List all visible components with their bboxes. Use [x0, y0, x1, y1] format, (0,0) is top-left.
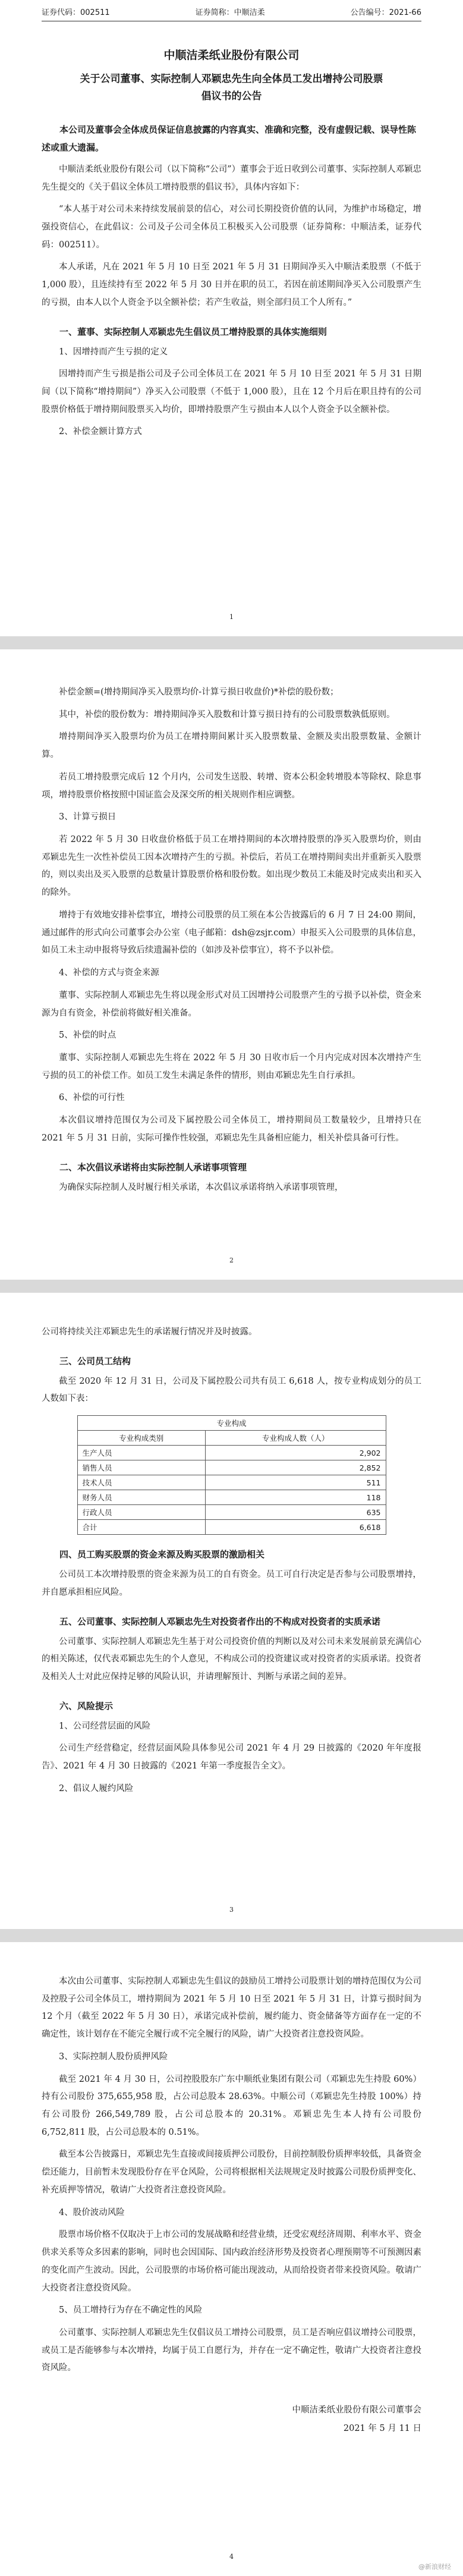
subheading-1-3: 3、计算亏损日 — [59, 812, 116, 822]
paragraph-1-6: 本次倡议增持范围仅为公司及下属控股公司全体员工，增持期间员工数量较少，且增持只在 2021 年 5 月 31 日前，实际可操作性较强，邓颖忠先生具备相应能力，相关补偿具备可行性。 — [42, 1116, 421, 1143]
column-header-category: 专业构成类别 — [77, 1431, 206, 1446]
risk-paragraph-5: 公司董事、实际控制人邓颖忠先生仅倡议员工增持公司股票，员工是否响应倡议增持公司股票，或员工是否能够参与本次增持，均属于员工自愿行为，并存在一定不确定性，敬请广大投资者注意投资风险。 — [42, 2327, 421, 2373]
watermark: @新浪财经 — [418, 2563, 451, 2571]
section-heading-4: 四、员工购买股票的资金来源及购买股票的激励相关 — [59, 1549, 265, 1560]
company-title: 中顺洁柔纸业股份有限公司 — [163, 49, 300, 62]
staff-structure-table — [77, 1415, 386, 1535]
quote-paragraph-2: 本人承诺，凡在 2021 年 5 月 10 日至 2021 年 5 月 31 日期间净买入中顺洁柔股票（不低于 1,000 股），且连续持有至 2022 年 5 月 30 日并在职的员工，若因在前述期间净买入公司股票产生的亏损，由本人以个人资金予以全额补偿；若产生收益，则全部归员工个人所有。” — [42, 262, 421, 307]
risk-subheading-2: 2、倡议人履约风险 — [59, 1783, 134, 1793]
table-caption: 专业构成 — [77, 1416, 386, 1431]
risk-paragraph-3b: 截至本公告披露日，邓颖忠先生直接或间接质押公司股份，目前控制股份质押率较低，具备资金偿还能力，目前暂未发现股份存在平仓风险，公司将根据相关法规规定及时披露公司股份质押变化、补充质押等情况，敬请广大投资者注意投资风险。 — [42, 2150, 421, 2195]
document-page-4 — [0, 1942, 463, 2576]
table-row — [77, 1490, 386, 1505]
formula-note-1: 其中，补偿的股份数为：增持期间净买入股数和计算亏损日持有的公司股票数孰低原则。 — [59, 709, 395, 720]
signature-date: 2021 年 5 月 11 日 — [343, 2423, 421, 2433]
paragraph-1-3: 若 2022 年 5 月 30 日收盘价格低于员工在增持期间的本次增持股票的净买入股票均价，则由邓颖忠先生一次性补偿员工因本次增持产生的亏损。补偿后，若员工在增持期间卖出并重新买入股票的，则以卖出及买入股票的总数量计算股票价格和股份数。如出现少数员工未能及时完成卖出和买入的除外。 — [42, 835, 421, 898]
row-count: 6,618 — [206, 1520, 386, 1535]
section-heading-6: 六、风险提示 — [59, 1700, 114, 1711]
signature-block — [42, 2401, 421, 2437]
subheading-1-5: 5、补偿的时点 — [59, 1031, 116, 1041]
announcement-number: 公告编号：2021-66 — [350, 8, 421, 17]
quote-paragraph-1: “本人基于对公司未来持续发展前景的信心，对公司长期投资价值的认同，为维护市场稳定，增强投资信心，在此倡议：公司及子公司全体员工积极买入公司股票（证券简称：中顺洁柔，证券代码：002511）。 — [42, 205, 421, 250]
page-number: 1 — [229, 613, 234, 621]
row-count: 635 — [206, 1505, 386, 1520]
paragraph-4: 公司员工本次增持股票的资金来源为员工的自有资金。员工可自行决定是否参与公司股票增持，并自愿承担相应风险。 — [42, 1570, 421, 1597]
risk-subheading-3: 3、实际控制人股份质押风险 — [59, 2052, 168, 2062]
risk-subheading-5: 5、员工增持行为存在不确定性的风险 — [59, 2305, 203, 2316]
document-title-line-1: 关于公司董事、实际控制人邓颖忠先生向全体员工发出增持公司股票 — [80, 73, 383, 85]
row-count: 511 — [206, 1475, 386, 1490]
paragraph-2-continued: 公司将持续关注邓颖忠先生的承诺履行情况并及时披露。 — [42, 1327, 257, 1337]
document-page-2 — [0, 649, 463, 1280]
document-title — [42, 71, 421, 105]
section-heading-2: 二、本次倡议承诺将由实际控制人承诺事项管理 — [59, 1161, 247, 1173]
page-header — [42, 0, 421, 21]
subheading-1-2: 2、补偿金额计算方式 — [59, 427, 142, 437]
risk-paragraph-4: 股票市场价格不仅取决于上市公司的发展战略和经营业绩，还受宏观经济周期、利率水平、资金供求关系等众多因素的影响，同时也会因国际、国内政治经济形势及投资者心理预期等不可预测因素的变化而产生波动。因此，公司股票的市场价格可能出现波动，从而给投资者带来投资风险。敬请广大投资者注意投资风险。 — [42, 2230, 421, 2293]
stock-code: 证券代码：002511 — [42, 8, 110, 17]
section-heading-3: 三、公司员工结构 — [59, 1355, 131, 1366]
disclaimer: 本公司及董事会全体成员保证信息披露的内容真实、准确和完整，没有虚假记载、误导性陈述或重大遗漏。 — [42, 124, 417, 153]
paragraph-5: 公司董事、实际控制人邓颖忠先生基于对公司投资价值的判断以及对公司未来发展前景充满信心的相关陈述，仅代表邓颖忠先生的个人意见，不构成公司的投资建议或对投资者的实质承诺。投资者及相关人士对此应保持足够的风险认识，并请理解预计、判断与承诺之间的差异。 — [42, 1636, 421, 1682]
table-row — [77, 1460, 386, 1475]
column-header-count: 专业构成人数（人） — [206, 1431, 386, 1446]
paragraph-1-5: 董事、实际控制人邓颖忠先生将在 2022 年 5 月 30 日收市后一个月内完成对因本次增持产生亏损的员工的补偿工作。如员工发生未满足条件的情形，则由邓颖忠先生自行承担。 — [42, 1053, 421, 1080]
row-category: 合计 — [77, 1520, 206, 1535]
row-count: 2,902 — [206, 1446, 386, 1460]
table-caption-row — [77, 1416, 386, 1431]
risk-paragraph-1: 公司生产经营稳定，经营层面风险具体参见公司 2021 年 4 月 29 日披露的《2020 年年度报告》、2021 年 4 月 30 日披露的《2021 年第一季度报告全文》。 — [42, 1743, 421, 1771]
compensation-formula: 补偿金额=(增持期间净买入股票均价-计算亏损日收盘价)*补偿的股份数； — [59, 687, 339, 697]
risk-subheading-4: 4、股价波动风险 — [59, 2207, 125, 2217]
table-row — [77, 1505, 386, 1520]
paragraph-2: 为确保实际控制人及时履行相关承诺，本次倡议承诺将纳入承诺事项管理， — [59, 1182, 344, 1192]
subheading-1-6: 6、补偿的可行性 — [59, 1093, 125, 1103]
page-number: 2 — [229, 1256, 234, 1264]
document-page-3 — [0, 1293, 463, 1929]
page-number: 3 — [229, 1906, 234, 1914]
page-number: 4 — [229, 2553, 234, 2561]
subheading-1-1: 1、因增持而产生亏损的定义 — [59, 347, 168, 357]
formula-note-3: 若员工增持股票完成后 12 个月内，公司发生送股、转增、资本公积金转增股本等除权、除息事项，增持股票价格按照中国证监会及深交所的相关规则作相应调整。 — [42, 772, 421, 800]
signature-company: 中顺洁柔纸业股份有限公司董事会 — [292, 2405, 421, 2415]
row-category: 行政人员 — [77, 1505, 206, 1520]
formula-note-2: 增持期间净买入股票均价为员工在增持期间累计买入股票数量、金额及卖出股票数量、金额计算。 — [42, 732, 421, 760]
intro-paragraph: 中顺洁柔纸业股份有限公司（以下简称“公司”）董事会于近日收到公司董事、实际控制人邓颖忠先生提交的《关于倡议全体员工增持股票的倡议书》，具体内容如下： — [42, 164, 421, 192]
row-count: 118 — [206, 1490, 386, 1505]
section-heading-5: 五、公司董事、实际控制人邓颖忠先生对投资者作出的不构成对投资者的实质承诺 — [59, 1616, 381, 1627]
risk-subheading-1: 1、公司经营层面的风险 — [59, 1721, 151, 1731]
section-heading-1: 一、董事、实际控制人邓颖忠先生倡议员工增持股票的具体实施细则 — [59, 326, 327, 337]
document-title-line-2: 倡议书的公告 — [201, 90, 262, 102]
subheading-1-4: 4、补偿的方式与资金来源 — [59, 968, 159, 978]
table-row — [77, 1446, 386, 1460]
table-header-row — [77, 1431, 386, 1446]
document-page-1 — [0, 0, 463, 636]
paragraph-3: 截至 2020 年 12 月 31 日，公司及下属控股公司共有员工 6,618 人，按专业构成划分的员工人数如下表： — [42, 1376, 421, 1404]
risk-paragraph-3: 截至 2021 年 4 月 30 日，公司控股股东广东中顺纸业集团有限公司（邓颖忠先生持股 60%）持有公司股份 375,655,958 股，占公司总股本 28.63%。中顺公司（邓颖忠先生持股 100%）持有公司股份 266,549,789 股，占公司总股本的 20.31%。邓颖忠先生本人持有公司股份 6,752,811 股，占公司总股本的 0.51%。 — [42, 2074, 421, 2137]
paragraph-1-4: 董事、实际控制人邓颖忠先生将以现金形式对员工因增持公司股票产生的亏损予以补偿，资金来源为自有资金，补偿前将做好相关准备。 — [42, 990, 421, 1018]
row-count: 2,852 — [206, 1460, 386, 1475]
row-category: 财务人员 — [77, 1490, 206, 1505]
stock-short-name: 证券简称：中顺洁柔 — [195, 8, 265, 17]
paragraph-1-1: 因增持而产生亏损是指公司及子公司全体员工在 2021 年 5 月 10 日至 2021 年 5 月 31 日期间（以下简称“增持期间”）净买入公司股票（不低于 1,000 股），且在 12 个月后在职且持有的公司股票价格低于增持期间股票买入均价，即增持股票产生亏损由本人以个人资金予以全额补偿。 — [42, 369, 421, 414]
risk-paragraph-2: 本次由公司董事、实际控制人邓颖忠先生倡议的鼓励员工增持公司股票计划的增持范围仅为公司及控股子公司全体员工，增持期间为 2021 年 5 月 10 日至 2021 年 5 月 31 日，计算亏损时间为 12 个月（截至 2022 年 5 月 30 日），承诺完成补偿前，履约能力、资金储备等方面存在一定的不确定性，该计划存在不能完全履行或不完全履行的风险，请广大投资者注意投资风险。 — [42, 1977, 421, 2040]
row-category: 销售人员 — [77, 1460, 206, 1475]
row-category: 生产人员 — [77, 1446, 206, 1460]
declaration-note: 增持于有效地安排补偿事宜，增持公司股票的员工须在本公告披露后的 6 月 7 日 24:00 期间，通过邮件的形式向公司董事会办公室（电子邮箱：dsh@zsjr.com）申报买入公司股票的具体信息，如员工未主动申报将导致后续遗漏补偿的（如涉及补偿事宜），将不予以补偿。 — [42, 910, 421, 956]
table-row-total — [77, 1520, 386, 1535]
row-category: 技术人员 — [77, 1475, 206, 1490]
table-row — [77, 1475, 386, 1490]
